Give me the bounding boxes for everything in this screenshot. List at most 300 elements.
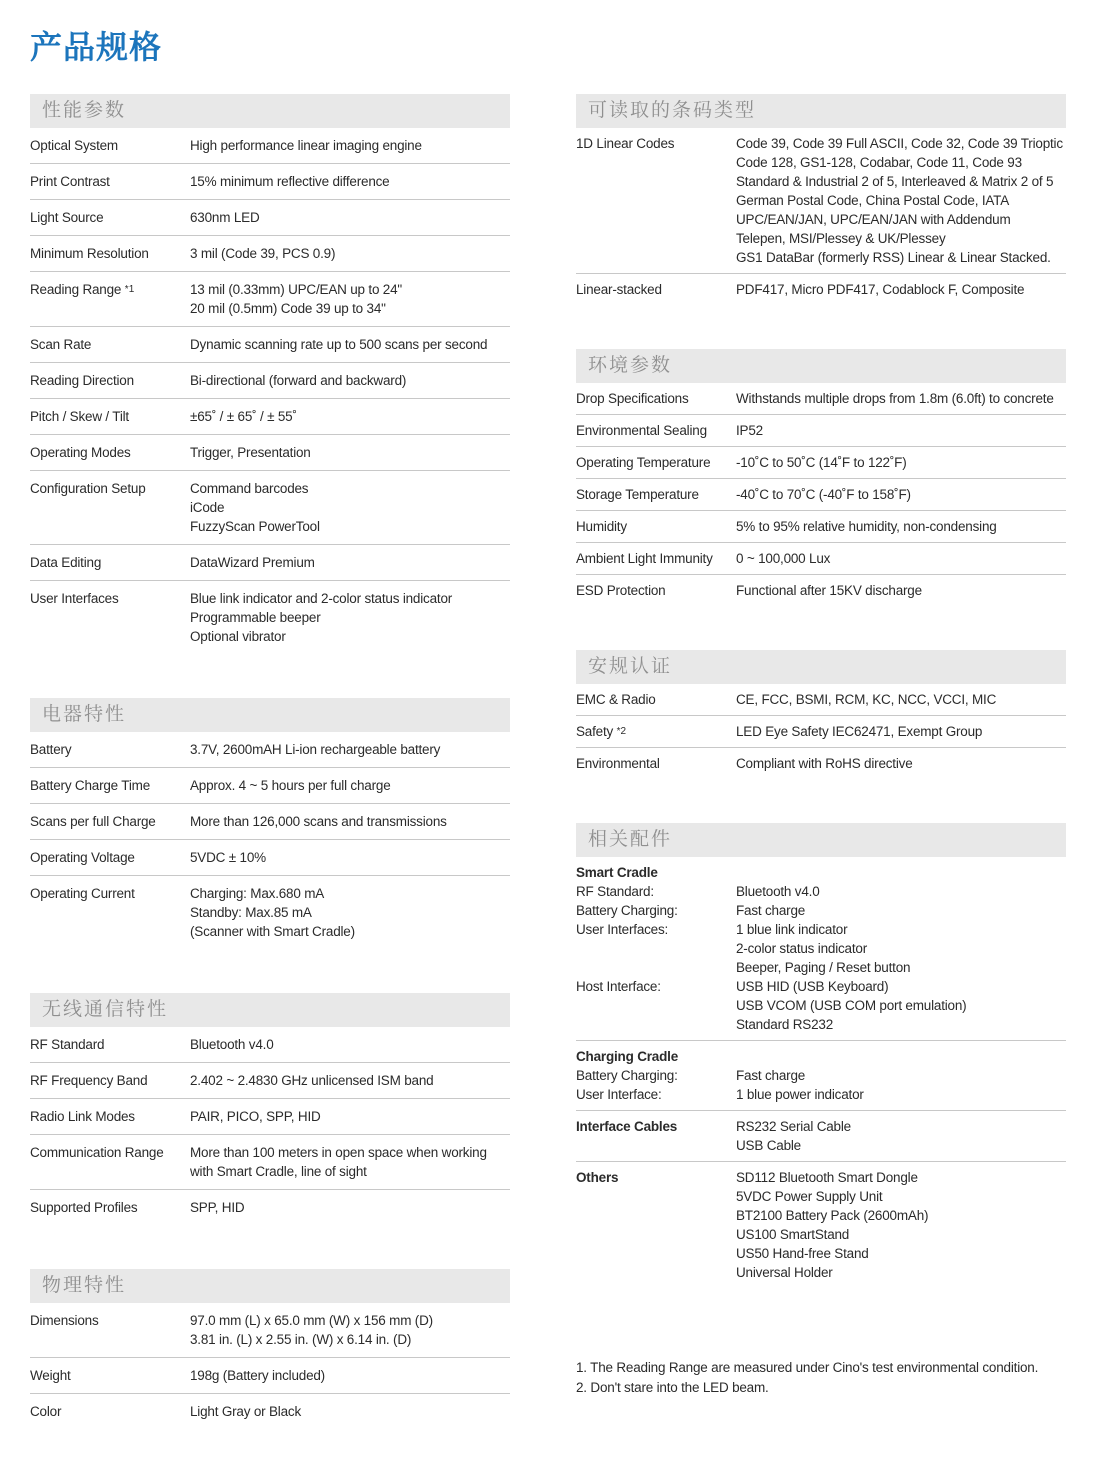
spec-row: [576, 421, 1066, 440]
spec-label: [30, 812, 190, 831]
spec-value-line: Programmable beeper: [190, 610, 321, 625]
spec-block: [30, 1098, 510, 1134]
spec-value-line: ±65˚ / ± 65˚ / ± 55˚: [190, 409, 297, 424]
spec-label-text: Charging Cradle: [576, 1049, 679, 1064]
spec-values: [736, 581, 1066, 600]
footnote: 2. Don't stare into the LED beam.: [576, 1380, 769, 1395]
spec-value-line: SPP, HID: [190, 1200, 245, 1215]
spec-values: [190, 553, 510, 572]
spec-block: [30, 326, 510, 362]
spec-value-line: Bi-directional (forward and backward): [190, 373, 407, 388]
spec-values: [736, 517, 1066, 536]
spec-label: [30, 1107, 190, 1126]
spec-values: [190, 335, 510, 354]
spec-row: [30, 740, 510, 759]
spec-values: [736, 1085, 1066, 1104]
spec-block: [576, 446, 1066, 478]
spec-values: [190, 848, 510, 867]
spec-label-text: Communication Range: [30, 1145, 164, 1160]
spec-row: [30, 136, 510, 155]
spec-label: [576, 134, 736, 153]
spec-label-text: Battery Charging:: [576, 1068, 678, 1083]
spec-label-text: Dimensions: [30, 1313, 99, 1328]
spec-value-line: Code 39, Code 39 Full ASCII, Code 32, Code 39 Trioptic: [736, 136, 1063, 151]
spec-block: [576, 1110, 1066, 1161]
spec-label: [30, 1035, 190, 1054]
spec-label: [576, 581, 736, 600]
spec-block: [30, 803, 510, 839]
section-header: 可读取的条码类型: [576, 94, 1066, 128]
spec-block: [30, 1393, 510, 1429]
spec-value-line: Fast charge: [736, 903, 806, 918]
spec-values: [736, 901, 1066, 920]
section-header: 性能参数: [30, 94, 510, 128]
spec-row: [576, 977, 1066, 1034]
spec-values: [190, 1035, 510, 1054]
spec-label-text: Environmental: [576, 756, 660, 771]
spec-value-line: DataWizard Premium: [190, 555, 315, 570]
spec-value-line: CE, FCC, BSMI, RCM, KC, NCC, VCCI, MIC: [736, 692, 997, 707]
spec-label-text: Drop Specifications: [576, 391, 689, 406]
spec-label: [30, 589, 190, 608]
spec-label-text: Minimum Resolution: [30, 246, 149, 261]
spec-label: [30, 553, 190, 572]
spec-value-line: 3.7V, 2600mAH Li-ion rechargeable battery: [190, 742, 441, 757]
spec-value-line: 0 ~ 100,000 Lux: [736, 551, 831, 566]
spec-row: [30, 443, 510, 462]
spec-row: [30, 776, 510, 795]
spec-value-line: IP52: [736, 423, 763, 438]
spec-value-line: 3 mil (Code 39, PCS 0.9): [190, 246, 336, 261]
spec-values: [190, 244, 510, 263]
spec-value-line: More than 100 meters in open space when working: [190, 1145, 487, 1160]
spec-value-line: USB HID (USB Keyboard): [736, 979, 889, 994]
spec-row: [30, 848, 510, 867]
spec-label: [576, 549, 736, 568]
spec-value-line: Optional vibrator: [190, 629, 286, 644]
spec-label-text: Configuration Setup: [30, 481, 146, 496]
spec-row: [576, 1066, 1066, 1085]
spec-label: [30, 407, 190, 426]
spec-row: [30, 1071, 510, 1090]
spec-value-line: USB Cable: [736, 1138, 801, 1153]
spec-row: [30, 1107, 510, 1126]
spec-value-line: 15% minimum reflective difference: [190, 174, 390, 189]
spec-block: [576, 684, 1066, 715]
spec-label-text: User Interface:: [576, 1087, 662, 1102]
spec-values: [190, 1107, 510, 1126]
spec-value-line: with Smart Cradle, line of sight: [190, 1164, 367, 1179]
spec-row: [576, 722, 1066, 741]
spec-label: [576, 977, 736, 996]
spec-values: [190, 479, 510, 536]
spec-label-text: User Interfaces: [30, 591, 119, 606]
spec-label: [576, 421, 736, 440]
spec-block: [30, 1357, 510, 1393]
spec-label: [576, 1117, 736, 1136]
spec-label-text: RF Frequency Band: [30, 1073, 148, 1088]
spec-values: [736, 920, 1066, 977]
spec-block: [30, 199, 510, 235]
spec-label-text: Scan Rate: [30, 337, 92, 352]
spec-value-line: PDF417, Micro PDF417, Codablock F, Composite: [736, 282, 1025, 297]
right-column: [576, 94, 1066, 1398]
spec-value-line: 5VDC ± 10%: [190, 850, 266, 865]
spec-label-text: Print Contrast: [30, 174, 110, 189]
spec-label-text: User Interfaces:: [576, 922, 669, 937]
spec-label-text: Supported Profiles: [30, 1200, 138, 1215]
spec-values: [736, 1168, 1066, 1282]
spec-label: [30, 848, 190, 867]
spec-label-text: Radio Link Modes: [30, 1109, 135, 1124]
spec-label: [576, 517, 736, 536]
spec-label-text: EMC & Radio: [576, 692, 656, 707]
spec-label-text: Environmental Sealing: [576, 423, 707, 438]
spec-value-line: 3.81 in. (L) x 2.55 in. (W) x 6.14 in. (D): [190, 1332, 412, 1347]
spec-label: [30, 280, 190, 299]
spec-label-text: Operating Voltage: [30, 850, 135, 865]
footnote-marker: *2: [616, 726, 627, 737]
spec-value-line: 97.0 mm (L) x 65.0 mm (W) x 156 mm (D): [190, 1313, 433, 1328]
spec-label-text: Light Source: [30, 210, 104, 225]
spec-label: [576, 1168, 736, 1187]
spec-label-text: Battery Charging:: [576, 903, 678, 918]
spec-row: [576, 863, 1066, 882]
spec-row: [576, 901, 1066, 920]
spec-values: [190, 208, 510, 227]
spec-values: [190, 1366, 510, 1385]
spec-label-text: Reading Range: [30, 282, 122, 297]
spec-value-line: High performance linear imaging engine: [190, 138, 422, 153]
spec-section: [30, 94, 510, 654]
spec-values: [190, 280, 510, 318]
spec-value-line: Standard RS232: [736, 1017, 834, 1032]
spec-values: [190, 407, 510, 426]
spec-label-text: ESD Protection: [576, 583, 666, 598]
spec-value-line: Compliant with RoHS directive: [736, 756, 913, 771]
spec-values: [736, 453, 1066, 472]
spec-row: [30, 1311, 510, 1349]
spec-value-line: Trigger, Presentation: [190, 445, 311, 460]
spec-value-line: Charging: Max.680 mA: [190, 886, 325, 901]
spec-value-line: Command barcodes: [190, 481, 309, 496]
spec-value-line: 1 blue power indicator: [736, 1087, 864, 1102]
spec-value-line: Standby: Max.85 mA: [190, 905, 312, 920]
spec-value-line: Functional after 15KV discharge: [736, 583, 922, 598]
spec-value-line: 5% to 95% relative humidity, non-condensing: [736, 519, 997, 534]
spec-row: [576, 920, 1066, 977]
section-header: 相关配件: [576, 823, 1066, 857]
spec-row: [30, 479, 510, 536]
spec-section: [576, 650, 1066, 779]
spec-values: [736, 1117, 1066, 1155]
spec-row: [576, 1047, 1066, 1066]
spec-value-line: 2-color status indicator: [736, 941, 868, 956]
spec-block: [30, 434, 510, 470]
spec-row: [576, 134, 1066, 267]
page-title: 产品规格: [30, 29, 163, 65]
spec-block: [30, 398, 510, 434]
spec-label: [30, 884, 190, 903]
spec-value-line: US50 Hand-free Stand: [736, 1246, 869, 1261]
spec-block: [576, 273, 1066, 305]
spec-values: [190, 1071, 510, 1090]
spec-values: [736, 1066, 1066, 1085]
section-header: 环境参数: [576, 349, 1066, 383]
spec-value-line: LED Eye Safety IEC62471, Exempt Group: [736, 724, 983, 739]
spec-block: [576, 383, 1066, 414]
spec-label-text: Battery Charge Time: [30, 778, 151, 793]
spec-label: [30, 335, 190, 354]
spec-label: [30, 443, 190, 462]
spec-row: [30, 812, 510, 831]
spec-block: [30, 875, 510, 949]
spec-label: [576, 1047, 736, 1066]
spec-block: [576, 574, 1066, 606]
spec-values: [190, 371, 510, 390]
spec-block: [576, 414, 1066, 446]
spec-row: [30, 371, 510, 390]
spec-label: [30, 1143, 190, 1162]
spec-value-line: Blue link indicator and 2-color status indicator: [190, 591, 453, 606]
section-header: 电器特性: [30, 698, 510, 732]
spec-values: [190, 136, 510, 155]
spec-label: [30, 371, 190, 390]
spec-block: [30, 732, 510, 767]
spec-label-text: Optical System: [30, 138, 118, 153]
section-header: 安规认证: [576, 650, 1066, 684]
spec-value-line: More than 126,000 scans and transmissions: [190, 814, 447, 829]
spec-row: [30, 1143, 510, 1181]
spec-label-text: Others: [576, 1170, 619, 1185]
spec-label-text: Color: [30, 1404, 62, 1419]
spec-row: [576, 280, 1066, 299]
spec-row: [30, 1035, 510, 1054]
spec-label-text: Ambient Light Immunity: [576, 551, 713, 566]
columns: [30, 94, 1073, 1473]
spec-label: [30, 776, 190, 795]
spec-row: [30, 884, 510, 941]
spec-block: [30, 163, 510, 199]
spec-label: [30, 208, 190, 227]
spec-value-line: 13 mil (0.33mm) UPC/EAN up to 24": [190, 282, 403, 297]
spec-block: [30, 1303, 510, 1357]
spec-row: [30, 1366, 510, 1385]
spec-label: [576, 863, 736, 882]
spec-label-text: Battery: [30, 742, 72, 757]
spec-row: [576, 690, 1066, 709]
spec-values: [190, 812, 510, 831]
spec-block: [576, 542, 1066, 574]
spec-block: [30, 1189, 510, 1225]
spec-value-line: Standard & Industrial 2 of 5, Interleaved & Matrix 2 of 5: [736, 174, 1054, 189]
spec-block: [576, 747, 1066, 779]
spec-value-line: Beeper, Paging / Reset button: [736, 960, 911, 975]
spec-value-line: (Scanner with Smart Cradle): [190, 924, 355, 939]
spec-row: [30, 244, 510, 263]
spec-label-text: Data Editing: [30, 555, 102, 570]
spec-value-line: 2.402 ~ 2.4830 GHz unlicensed ISM band: [190, 1073, 434, 1088]
spec-value-line: GS1 DataBar (formerly RSS) Linear & Linear Stacked.: [736, 250, 1051, 265]
spec-label: [30, 1198, 190, 1217]
spec-section: [576, 823, 1066, 1288]
spec-label-text: Smart Cradle: [576, 865, 658, 880]
spec-row: [30, 335, 510, 354]
spec-label: [576, 882, 736, 901]
spec-value-line: Bluetooth v4.0: [190, 1037, 274, 1052]
spec-values: [190, 172, 510, 191]
spec-label-text: Host Interface:: [576, 979, 661, 994]
spec-block: [30, 580, 510, 654]
spec-value-line: USB VCOM (USB COM port emulation): [736, 998, 967, 1013]
spec-values: [190, 740, 510, 759]
spec-values: [736, 421, 1066, 440]
spec-value-line: Withstands multiple drops from 1.8m (6.0ft) to concrete: [736, 391, 1054, 406]
spec-row: [576, 581, 1066, 600]
spec-block: [30, 544, 510, 580]
spec-row: [576, 754, 1066, 773]
spec-block: [30, 839, 510, 875]
spec-row: [576, 882, 1066, 901]
spec-block: [30, 470, 510, 544]
spec-values: [190, 776, 510, 795]
spec-value-line: FuzzyScan PowerTool: [190, 519, 320, 534]
spec-section: [30, 698, 510, 949]
spec-values: [190, 443, 510, 462]
section-header: 无线通信特性: [30, 993, 510, 1027]
spec-section: [30, 993, 510, 1225]
spec-value-line: -10˚C to 50˚C (14˚F to 122˚F): [736, 455, 907, 470]
spec-value-line: BT2100 Battery Pack (2600mAh): [736, 1208, 929, 1223]
spec-section: [576, 94, 1066, 305]
spec-label: [30, 1402, 190, 1421]
spec-values: [736, 485, 1066, 504]
spec-values: [736, 690, 1066, 709]
spec-label: [30, 1366, 190, 1385]
spec-value-line: Bluetooth v4.0: [736, 884, 820, 899]
footnote: 1. The Reading Range are measured under Cino's test environmental condition.: [576, 1360, 1039, 1375]
spec-row: [576, 389, 1066, 408]
section-header: 物理特性: [30, 1269, 510, 1303]
spec-block: [576, 478, 1066, 510]
spec-label-text: Operating Current: [30, 886, 135, 901]
spec-label-text: Operating Modes: [30, 445, 131, 460]
spec-row: [576, 1117, 1066, 1155]
spec-label-text: RF Standard:: [576, 884, 654, 899]
spec-label: [576, 1085, 736, 1104]
spec-label-text: 1D Linear Codes: [576, 136, 675, 151]
spec-value-line: Code 128, GS1-128, Codabar, Code 11, Code 93: [736, 155, 1022, 170]
spec-label: [576, 920, 736, 939]
spec-values: [190, 1143, 510, 1181]
spec-values: [736, 882, 1066, 901]
spec-values: [190, 884, 510, 941]
spec-block: [576, 1161, 1066, 1288]
spec-block: [30, 1134, 510, 1189]
spec-block: [30, 767, 510, 803]
spec-values: [190, 1198, 510, 1217]
spec-label: [30, 244, 190, 263]
spec-label: [30, 740, 190, 759]
spec-label-text: Interface Cables: [576, 1119, 678, 1134]
spec-label: [576, 1066, 736, 1085]
spec-value-line: 198g (Battery included): [190, 1368, 325, 1383]
spec-values: [190, 589, 510, 646]
spec-label-text: Safety: [576, 724, 614, 739]
spec-row: [30, 407, 510, 426]
spec-section: [30, 1269, 510, 1429]
spec-value-line: RS232 Serial Cable: [736, 1119, 851, 1134]
spec-value-line: US100 SmartStand: [736, 1227, 850, 1242]
spec-value-line: German Postal Code, China Postal Code, IATA: [736, 193, 1010, 208]
footnotes: [576, 1358, 1066, 1398]
spec-label: [576, 754, 736, 773]
spec-row: [576, 1085, 1066, 1104]
spec-values: [736, 977, 1066, 1034]
left-column: [30, 94, 510, 1473]
spec-value-line: Dynamic scanning rate up to 500 scans per second: [190, 337, 488, 352]
spec-values: [190, 1402, 510, 1421]
spec-value-line: 20 mil (0.5mm) Code 39 up to 34": [190, 301, 386, 316]
spec-block: [30, 128, 510, 163]
spec-value-line: Light Gray or Black: [190, 1404, 301, 1419]
spec-label: [30, 479, 190, 498]
spec-block: [30, 1027, 510, 1062]
spec-label: [576, 901, 736, 920]
spec-label: [576, 280, 736, 299]
spec-values: [736, 389, 1066, 408]
spec-block: [576, 128, 1066, 273]
spec-row: [30, 589, 510, 646]
spec-value-line: 5VDC Power Supply Unit: [736, 1189, 883, 1204]
spec-values: [736, 754, 1066, 773]
spec-value-line: Fast charge: [736, 1068, 806, 1083]
spec-label-text: Weight: [30, 1368, 71, 1383]
spec-block: [30, 271, 510, 326]
spec-row: [576, 549, 1066, 568]
spec-value-line: -40˚C to 70˚C (-40˚F to 158˚F): [736, 487, 911, 502]
spec-value-line: Telepen, MSI/Plessey & UK/Plessey: [736, 231, 946, 246]
spec-row: [576, 1168, 1066, 1282]
spec-value-line: UPC/EAN/JAN, UPC/EAN/JAN with Addendum: [736, 212, 1011, 227]
spec-row: [30, 172, 510, 191]
spec-label-text: Operating Temperature: [576, 455, 711, 470]
spec-label: [576, 485, 736, 504]
spec-row: [30, 208, 510, 227]
spec-label-text: Pitch / Skew / Tilt: [30, 409, 129, 424]
spec-value-line: Approx. 4 ~ 5 hours per full charge: [190, 778, 391, 793]
spec-values: [736, 280, 1066, 299]
spec-row: [30, 280, 510, 318]
spec-block: [576, 510, 1066, 542]
spec-label: [30, 1311, 190, 1330]
spec-row: [30, 1198, 510, 1217]
spec-label: [30, 1071, 190, 1090]
spec-label-text: Humidity: [576, 519, 627, 534]
spec-value-line: 1 blue link indicator: [736, 922, 848, 937]
footnote-marker: *1: [124, 284, 135, 295]
spec-label: [576, 389, 736, 408]
spec-label: [576, 453, 736, 472]
spec-label-text: Scans per full Charge: [30, 814, 156, 829]
spec-values: [736, 549, 1066, 568]
spec-block: [576, 715, 1066, 747]
spec-label-text: RF Standard: [30, 1037, 105, 1052]
spec-row: [576, 485, 1066, 504]
spec-value-line: Universal Holder: [736, 1265, 833, 1280]
spec-row: [30, 1402, 510, 1421]
spec-label: [576, 690, 736, 709]
